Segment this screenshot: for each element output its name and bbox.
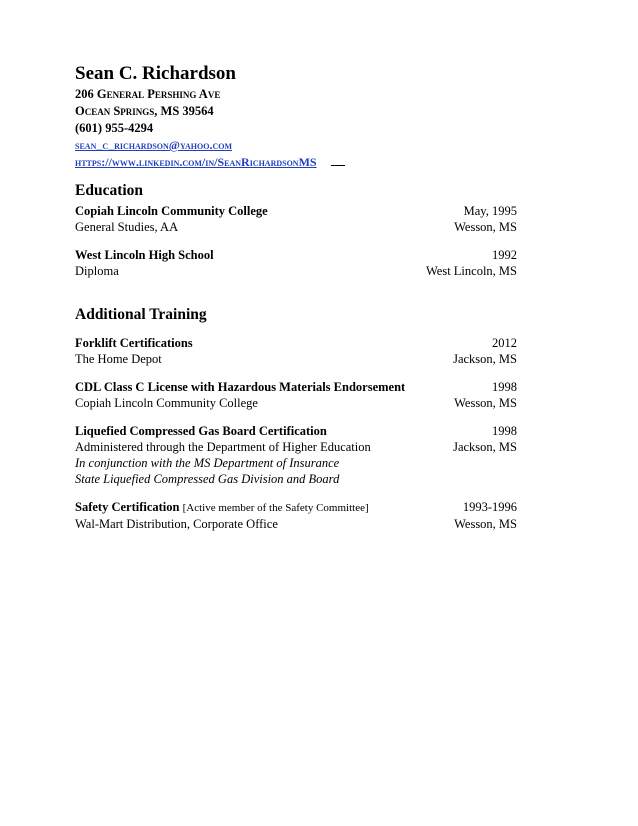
- training-name: Safety Certification: [75, 500, 180, 514]
- training-section: [75, 305, 517, 532]
- resume-page: [75, 62, 517, 532]
- training-name: CDL Class C License with Hazardous Materials Endorsement: [75, 380, 406, 394]
- training-name: Forklift Certifications: [75, 336, 193, 350]
- entry-location: West Lincoln, MS: [425, 264, 517, 278]
- candidate-name: Sean C. Richardson: [75, 63, 236, 84]
- training-provider: Administered through the Department of Higher Education: [75, 440, 371, 454]
- training-entry: [75, 335, 517, 367]
- entry-location: Wesson, MS: [454, 517, 517, 531]
- training-note: State Liquefied Compressed Gas Division and Board: [75, 472, 340, 486]
- training-entry: [75, 499, 517, 532]
- phone-number: (601) 955-4294: [75, 121, 154, 135]
- entry-date: May, 1995: [463, 204, 517, 218]
- entry-location: Wesson, MS: [454, 220, 517, 234]
- training-title-group: [75, 499, 369, 516]
- linkedin-link[interactable]: https://www.linkedin.com/in/SeanRichardsonMS: [75, 155, 317, 169]
- email-link[interactable]: sean_c_richardson@yahoo.com: [75, 138, 232, 152]
- trailing-underline: [331, 154, 345, 166]
- address-line-2: Ocean Springs, MS 39564: [75, 104, 214, 118]
- entry-date: 1998: [492, 424, 517, 438]
- resume-header: [75, 62, 517, 171]
- linkedin-row: [75, 154, 517, 171]
- training-title: Additional Training: [75, 306, 207, 323]
- training-entry: [75, 423, 517, 487]
- entry-date: 1992: [492, 248, 517, 262]
- training-entry: [75, 379, 517, 411]
- entry-location: Jackson, MS: [453, 440, 517, 454]
- address-line-1: 206 General Pershing Ave: [75, 87, 221, 101]
- email-row: [75, 137, 517, 154]
- training-name-note: [Active member of the Safety Committee]: [182, 502, 369, 514]
- program-name: Diploma: [75, 264, 119, 278]
- education-entry: [75, 247, 517, 279]
- entry-date: 1998: [492, 380, 517, 394]
- entry-date: 1993-1996: [462, 500, 517, 514]
- training-note: In conjunction with the MS Department of Insurance: [75, 456, 340, 470]
- institution-name: West Lincoln High School: [75, 248, 214, 262]
- training-provider: Copiah Lincoln Community College: [75, 396, 258, 410]
- entry-location: Wesson, MS: [454, 396, 517, 410]
- institution-name: Copiah Lincoln Community College: [75, 204, 268, 218]
- entry-date: 2012: [492, 336, 517, 350]
- entry-location: Jackson, MS: [453, 352, 517, 366]
- training-provider: Wal-Mart Distribution, Corporate Office: [75, 517, 278, 531]
- training-provider: The Home Depot: [75, 352, 162, 366]
- education-entry: [75, 203, 517, 235]
- training-name: Liquefied Compressed Gas Board Certification: [75, 424, 327, 438]
- education-title: Education: [75, 182, 144, 199]
- education-section: [75, 181, 517, 279]
- program-name: General Studies, AA: [75, 220, 179, 234]
